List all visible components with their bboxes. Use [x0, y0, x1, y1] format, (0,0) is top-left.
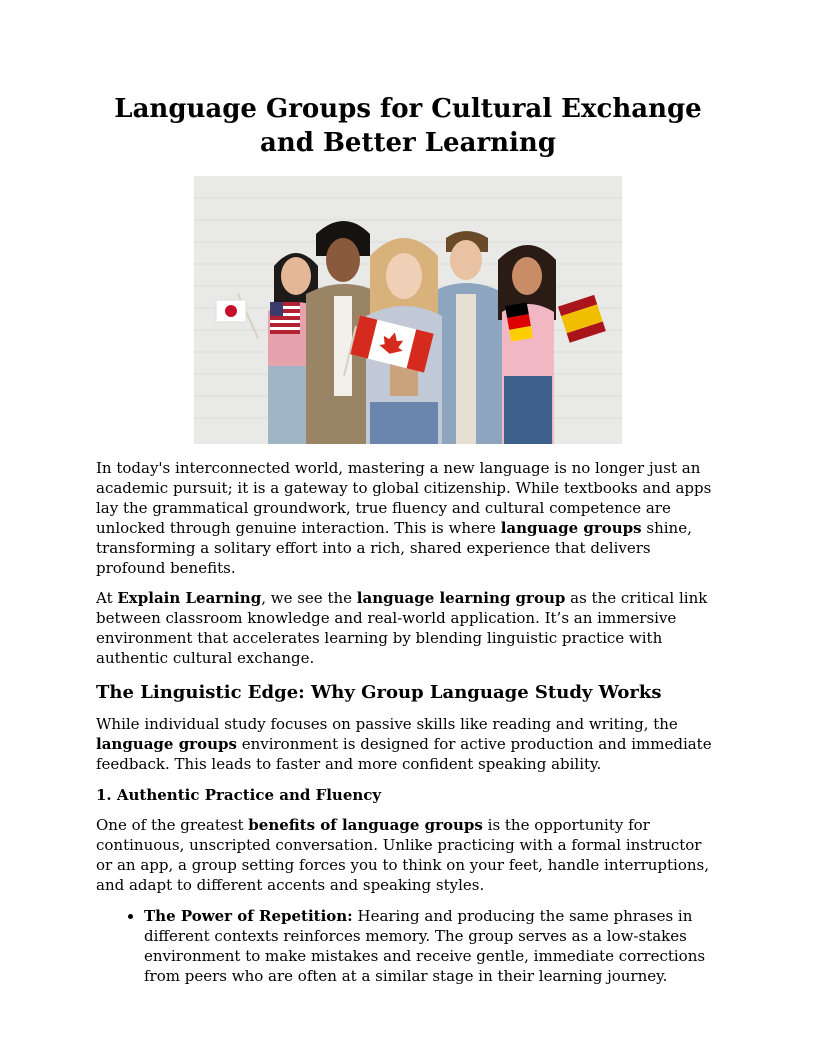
keyword-benefits: benefits of language groups: [248, 816, 483, 834]
section-heading: The Linguistic Edge: Why Group Language Study Works: [96, 682, 662, 703]
list-item: • The Power of Repetition: Hearing and producing the same phrases in different contexts reinforces memory. The group serves as a low-stakes environment to make mistakes and receive gentle, immediate corrections from peers who are often at a similar stage in their learning journey.: [144, 906, 720, 986]
keyword-language-groups: language groups: [96, 735, 237, 753]
intro-paragraph-2: At Explain Learning, we see the language learning group as the critical link between classroom knowledge and real-world application. It’s an immersive environment that accelerates learning by blending linguistic practice with authentic cultural exchange.: [96, 589, 708, 667]
page-title: Language Groups for Cultural Exchange and Better Learning: [114, 94, 702, 158]
person-5: [498, 245, 556, 444]
document-page: [96, 92, 720, 986]
students-with-flags-illustration: [194, 176, 622, 444]
hero-image: [194, 176, 622, 444]
bullet-list: [96, 906, 720, 986]
subsection-paragraph: One of the greatest benefits of language groups is the opportunity for continuous, unscripted conversation. Unlike practicing with a formal instructor or an app, a group setting forces you to think on your feet, handle interruptions, and adapt to different accents and speaking styles.: [96, 816, 709, 894]
keyword-language-learning-group: language learning group: [356, 589, 566, 607]
keyword-language-groups: language groups: [500, 519, 642, 537]
subsection-heading: 1. Authentic Practice and Fluency: [96, 786, 382, 804]
usa-flag: [270, 302, 300, 334]
intro-paragraph-1: In today's interconnected world, mastering a new language is no longer just an academic pursuit; it is a gateway to global citizenship. While textbooks and apps lay the grammatical groundwork, true fluency and cultural competence are unlocked through genuine interaction. This is where language groups shine, transforming a solitary effort into a rich, shared experience that delivers profound benefits.: [96, 459, 712, 577]
keyword-explain-learning: Explain Learning: [117, 589, 262, 607]
bullet-title: The Power of Repetition:: [144, 907, 353, 925]
section-paragraph: While individual study focuses on passive skills like reading and writing, the language groups environment is designed for active production and immediate feedback. This leads to faster and more confident speaking ability.: [96, 715, 712, 773]
